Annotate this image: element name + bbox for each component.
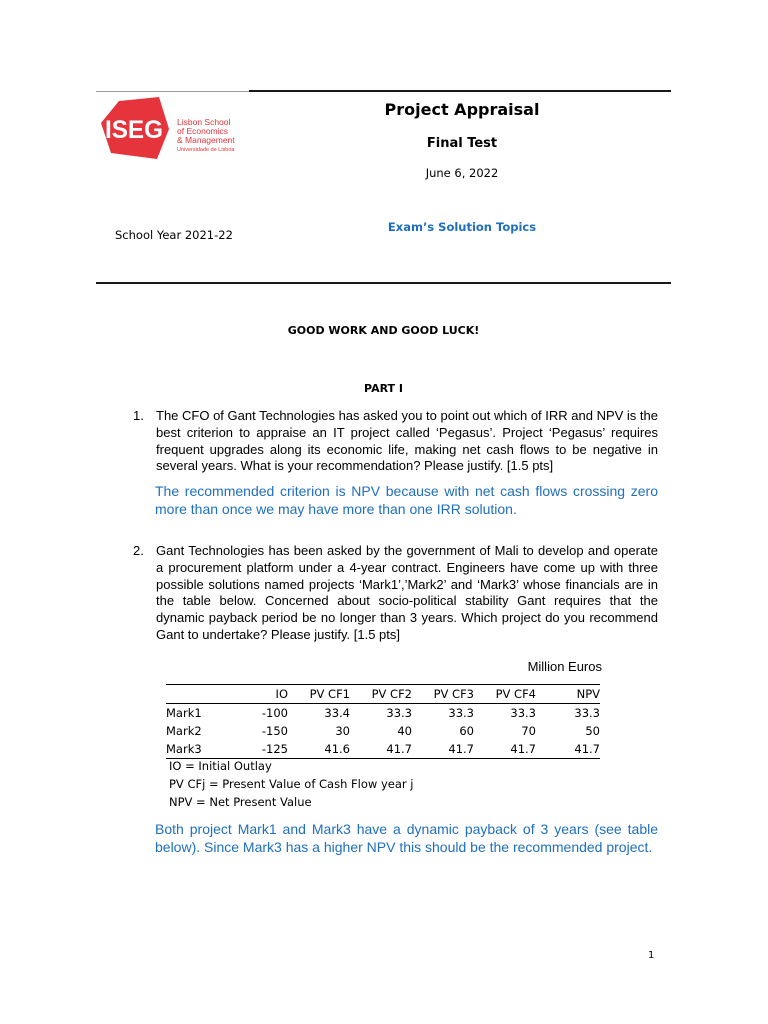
table-cell: Mark2 — [166, 724, 202, 738]
exam-date: June 6, 2022 — [425, 166, 499, 180]
iseg-logo — [97, 93, 249, 163]
legend-pvcf: PV CFj = Present Value of Cash Flow year j — [169, 777, 414, 791]
part-heading: PART I — [364, 382, 403, 395]
table-units: Million Euros — [527, 659, 602, 674]
header-cell-pvcf4: PV CF4 — [474, 685, 536, 704]
greeting: GOOD WORK AND GOOD LUCK! — [287, 324, 480, 337]
question-2-text: Gant Technologies has been asked by the government of Mali to develop and operate a procurement platform under a 4-year contract. Engineers have come up with three possible solutions named projects ‘Mark1’,’Mark2’ and ‘Mark3’ whose financials are in the table below. Concerned about socio-political stability Gant requires that the dynamic payback period be no longer than 3 years. Which project do you recommend Gant to undertake? Please justify. [1.5 pts] — [156, 543, 658, 642]
header-bottom-rule — [96, 282, 671, 284]
logo-mark-text: ISEG — [105, 116, 163, 144]
legend-npv: NPV = Net Present Value — [169, 795, 312, 809]
table-cell: -100 — [261, 706, 288, 720]
table-cell: 40 — [397, 724, 412, 738]
header-cell-pvcf3: PV CF3 — [412, 685, 474, 704]
header-cell-npv: NPV — [536, 685, 600, 704]
header-cell-io: IO — [228, 685, 288, 704]
table-cell: 50 — [585, 724, 600, 738]
header-cell-pvcf2: PV CF2 — [350, 685, 412, 704]
solution-topics-label: Exam’s Solution Topics — [387, 220, 537, 234]
header-top-rule — [249, 90, 671, 92]
table-cell: 33.3 — [386, 706, 412, 720]
table-row — [166, 740, 600, 759]
question-1-text: The CFO of Gant Technologies has asked you to point out which of IRR and NPV is the best criterion to appraise an IT project called ‘Pegasus’. Project ‘Pegasus’ requires frequent upgrades along its economic life, making net cash flows to be negative in several years. What is your recommendation? Please justify. [1.5 pts] — [156, 408, 658, 474]
logo-line-1: Lisbon School — [177, 117, 231, 127]
question-2-answer: Both project Mark1 and Mark3 have a dynamic payback of 3 years (see table below). Since Mark3 has a higher NPV this should be the recommended project. — [155, 821, 658, 855]
table-cell: 30 — [335, 724, 350, 738]
header-cell-blank — [166, 685, 228, 704]
table-cell: 41.7 — [412, 740, 474, 759]
header-cell-pvcf1: PV CF1 — [288, 685, 350, 704]
table-cell: Mark1 — [166, 706, 202, 720]
table-cell: -125 — [228, 740, 288, 759]
table-cell: 41.7 — [350, 740, 412, 759]
table-cell: Mark3 — [166, 740, 228, 759]
logo-line-4: Universidade de Lisboa — [177, 147, 235, 153]
table-cell: 41.7 — [474, 740, 536, 759]
school-year: School Year 2021-22 — [115, 228, 233, 242]
financials-table — [166, 684, 600, 759]
table-cell: -150 — [261, 724, 288, 738]
table-row — [166, 722, 600, 740]
table-cell: 60 — [459, 724, 474, 738]
table-cell: 41.7 — [536, 740, 600, 759]
question-1-answer: The recommended criterion is NPV because with net cash flows crossing zero more than once we may have more than one IRR solution. — [155, 483, 658, 517]
table-cell: 33.3 — [574, 706, 600, 720]
table-cell: 70 — [521, 724, 536, 738]
header-logo-rule — [96, 91, 249, 92]
document-title: Project Appraisal — [384, 100, 540, 119]
document-subtitle: Final Test — [426, 136, 498, 151]
table-cell: 33.4 — [324, 706, 350, 720]
question-1-number: 1. — [133, 408, 144, 423]
question-2-number: 2. — [133, 543, 144, 558]
logo-line-2: of Economics — [177, 126, 229, 136]
table-row — [166, 704, 600, 723]
table-cell: 33.3 — [510, 706, 536, 720]
table-header-row — [166, 685, 600, 704]
legend-io: IO = Initial Outlay — [169, 759, 272, 773]
logo-line-3: & Management — [177, 135, 235, 145]
table-cell: 33.3 — [448, 706, 474, 720]
table-cell: 41.6 — [288, 740, 350, 759]
page-number: 1 — [648, 950, 655, 961]
